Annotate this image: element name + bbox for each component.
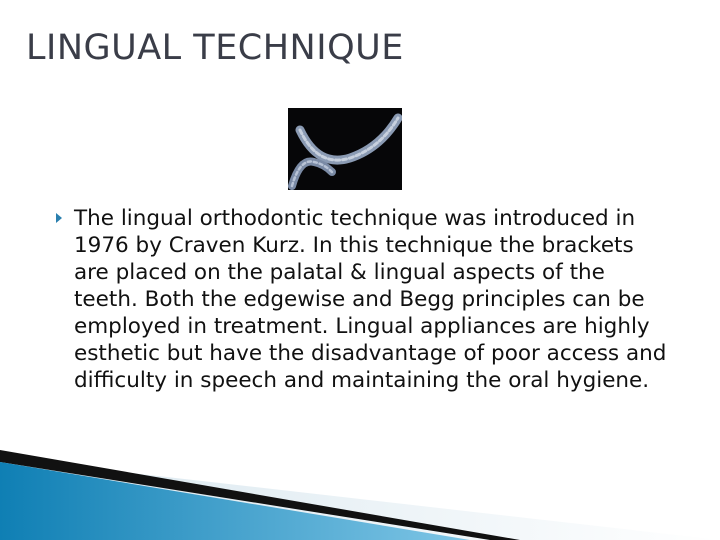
bullet-item <box>56 205 676 394</box>
appliance-photo <box>288 108 402 190</box>
decorative-swoosh <box>0 440 720 540</box>
bullet-arrow-icon <box>56 213 62 223</box>
bullet-text: The lingual orthodontic technique was introduced in 1976 by Craven Kurz. In this technique the brackets are placed on the palatal & lingual aspects of the teeth. Both the edgewise and Begg principles can be employed in treatment. Lingual appliances are highly esthetic but have the disadvantage of poor access and difficulty in speech and maintaining the oral hygiene. <box>74 206 667 393</box>
slide-title: LINGUAL TECHNIQUE <box>26 28 404 68</box>
